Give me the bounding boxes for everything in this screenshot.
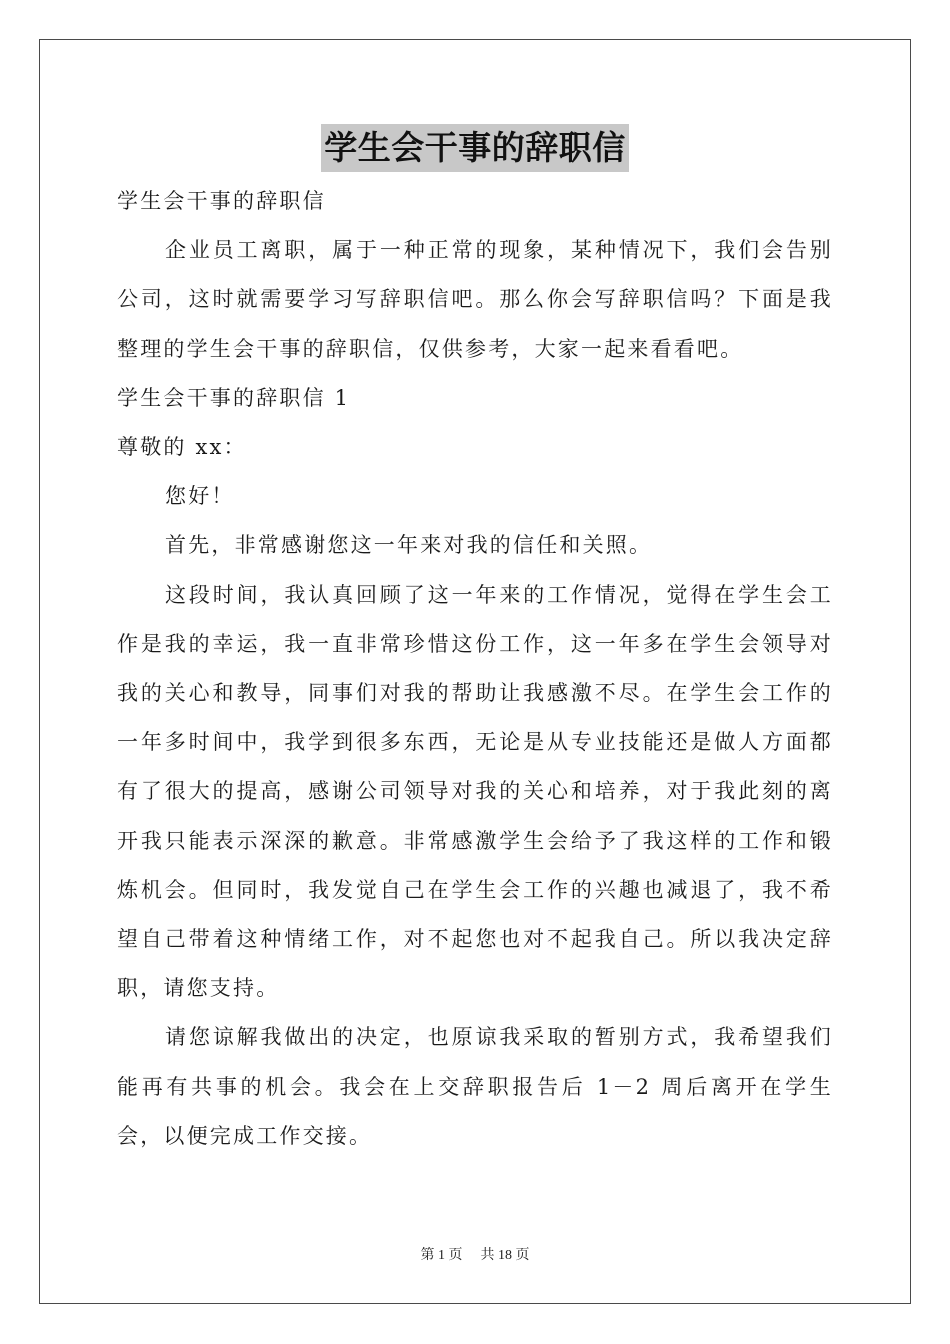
paragraph-4: 您好！ — [165, 484, 235, 509]
paragraph-5: 首先，非常感谢您这一年来对我的信任和关照。 — [165, 533, 653, 558]
paragraph-6: 这段时间，我认真回顾了这一年来的工作情况，觉得在学生会工作是我的幸运，我一直非常珍惜这份工作，这一年多在学生会领导对我的关心和教导，同事们对我的帮助让我感激不尽。在学生会工作的一年多时间中，我学到很多东西，无论是从专业技能还是做人方面都有了很大的提高，感谢公司领导对我的关心和培养，对于我此刻的离开我只能表示深深的歉意。非常感激学生会给予了我这样的工作和锻炼机会。但同时，我发觉自己在学生会工作的兴趣也减退了，我不希望自己带着这种情绪工作，对不起您也对不起我自己。所以我决定辞职，请您支持。 — [117, 582, 833, 1001]
paragraph-0: 学生会干事的辞职信 — [117, 189, 326, 213]
paragraph-7: 请您谅解我做出的决定，也原谅我采取的暂别方式，我希望我们能再有共事的机会。我会在上交辞职报告后 1－2 周后离开在学生会，以便完成工作交接。 — [117, 1025, 833, 1148]
page-number: 第 1 页 — [420, 1248, 463, 1263]
title-container — [0, 124, 950, 172]
paragraph-1: 企业员工离职，属于一种正常的现象，某种情况下，我们会告别公司，这时就需要学习写辞职信吧。那么你会写辞职信吗？下面是我整理的学生会干事的辞职信，仅供参考，大家一起来看看吧。 — [117, 238, 833, 361]
paragraph-3: 尊敬的 xx： — [117, 435, 247, 460]
document-body — [117, 177, 833, 1161]
document-title: 学生会干事的辞职信 — [321, 124, 629, 172]
page-total: 共 18 页 — [480, 1248, 530, 1263]
paragraph-2: 学生会干事的辞职信 1 — [117, 385, 351, 410]
page-footer — [0, 1246, 950, 1266]
